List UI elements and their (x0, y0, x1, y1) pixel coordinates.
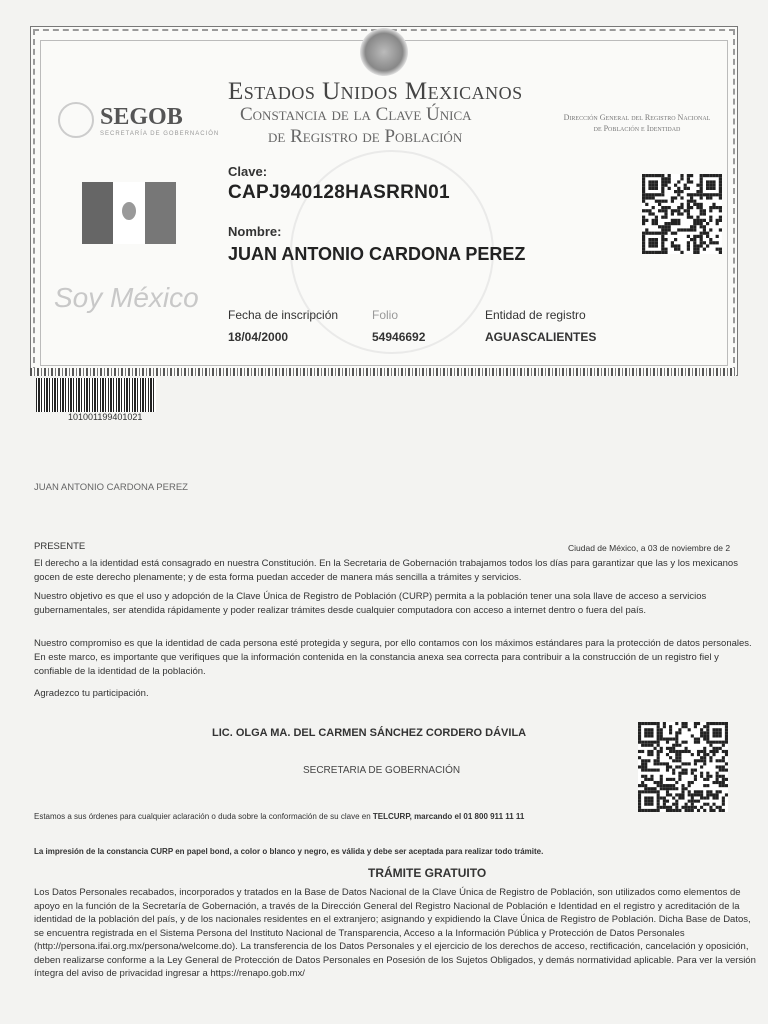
nombre-value: JUAN ANTONIO CARDONA PEREZ (228, 244, 526, 264)
signer-title: SECRETARIA DE GOBERNACIÓN (303, 765, 461, 776)
segob-subtitle: SECRETARÍA DE GOBERNACIÓN (100, 131, 220, 137)
certificate-title-line2: de Registro de Población (268, 126, 463, 147)
direction-label: Dirección General del Registro Nacional de Población e Identidad (563, 113, 711, 133)
fecha-value: 18/04/2000 (228, 330, 289, 344)
free-procedure-title: TRÁMITE GRATUITO (368, 866, 487, 880)
clave-label: Clave: (228, 164, 268, 179)
folio-value: 54946692 (372, 330, 426, 344)
segob-logo: SEGOB (100, 104, 183, 130)
recipient-name: JUAN ANTONIO CARDONA PEREZ (34, 482, 188, 493)
print-note: La impresión de la constancia CURP en papel bond, a color o blanco y negro, es válida y debe ser aceptada para realizar todo trámite. (34, 847, 544, 856)
telcurp-text: Estamos a sus órdenes para cualquier aclaración o duda sobre la conformación de su clave en (34, 812, 371, 821)
qr-code-icon (638, 722, 728, 812)
barcode-icon (36, 378, 156, 412)
fecha-label: Fecha de inscripción (228, 308, 339, 322)
country-title: Estados Unidos Mexicanos (228, 78, 523, 105)
entidad-value: AGUASCALIENTES (485, 330, 597, 344)
presente-label: PRESENTE (34, 541, 86, 552)
mexico-flag-icon (82, 182, 176, 244)
security-strip (30, 368, 736, 376)
slogan: Soy México (54, 282, 199, 313)
thanks: Agradezco tu participación. (34, 688, 149, 699)
paragraph-1: El derecho a la identidad está consagrado en nuestra Constitución. En la Secretaria de Gobernación trabajamos todos los días para garantizar que las y los mexicanos gocen de este derecho plenamente; y de esta forma puedan acceder de manera más sencilla a trámites y servicios. (34, 558, 738, 583)
clave-value: CAPJ940128HASRRN01 (228, 182, 450, 203)
barcode-number: 101001199401021 (68, 412, 143, 422)
folio-label: Folio (372, 308, 399, 322)
paragraph-2: Nuestro objetivo es que el uso y adopción de la Clave Única de Registro de Población (CURP) permita a la población tener una sola llave de acceso a servicios gubernamentales, ser atendida rápidamente y poder realizar trámites desde cualquier computadora con acceso a internet dentro o fuera del país. (34, 591, 707, 616)
privacy-notice: Los Datos Personales recabados, incorporados y tratados en la Base de Datos Nacional de la Clave Única de Registro de Población, son utilizados como elementos de apoyo en la función de la Secretaría de Gobernación, a través de la Dirección General del Registro Nacional de Población e Identidad en el registro y acreditación de la identidad de la población del país, y de los nacionales residentes en el extranjero; asignando y expidiendo la Clave Única de Registro de Población. Dicha Base de Datos, se encuentra registrada en el Sistema Persona del Instituto Nacional de Transparencia, Acceso a la Información Pública y Protección de Datos Personales (http://persona.ifai.org.mx/persona/welcome.do). La transferencia de los Datos Personales y el ejercicio de los derechos de acceso, rectificación, cancelación y oposición, deben realizarse conforme a la Ley General de Protección de Datos Personales en Posesión de los Sujetos Obligados, y demás normatividad aplicable. Para ver la versión íntegra del aviso de privacidad ingresar a https://renapo.gob.mx/ (34, 887, 756, 979)
certificate-title-line1: Constancia de la Clave Única (240, 104, 472, 125)
qr-code-icon (642, 174, 722, 254)
signer-name: LIC. OLGA MA. DEL CARMEN SÁNCHEZ CORDERO DÁVILA (212, 727, 527, 739)
nombre-label: Nombre: (228, 224, 282, 239)
paragraph-3: Nuestro compromiso es que la identidad de cada persona esté protegida y segura, por ello contamos con los máximos estándares para la protección de datos personales. En este marco, es importante que verifiques que la información contenida en la constancia anexa sea correcta para contribuir a la construcción de un registro fiel y confiable de la identidad de la población. (34, 638, 752, 677)
telcurp-phone: TELCURP, marcando el 01 800 911 11 11 (372, 812, 525, 821)
segob-seal-icon (58, 102, 94, 138)
letter-date: Ciudad de México, a 03 de noviembre de 2 (568, 543, 731, 553)
telcurp-note (34, 810, 634, 824)
entidad-label: Entidad de registro (485, 308, 586, 322)
national-crest-icon (360, 28, 408, 76)
